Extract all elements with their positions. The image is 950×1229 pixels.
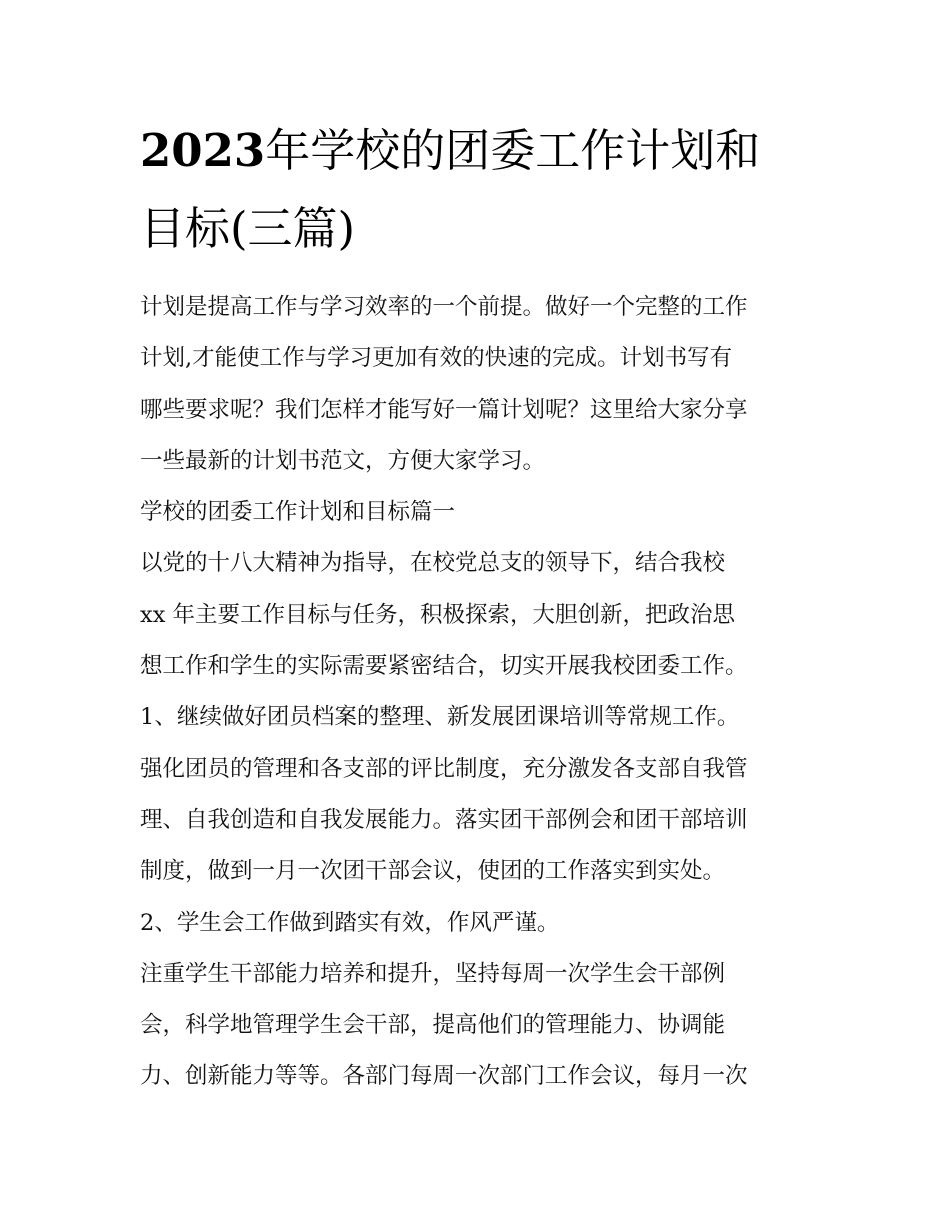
document-title [140,112,815,268]
body-line: xx 年主要工作目标与任务，积极探索，大胆创新，把政治思 [140,601,736,628]
body-line: 计划是提高工作与学习效率的一个前提。做好一个完整的工作 [140,294,748,320]
document-content [140,112,815,1103]
section-heading: 学校的团委工作计划和目标篇一 [140,499,456,526]
body-line: 一些最新的计划书范文，方便大家学习。 [140,447,546,474]
body-line: 哪些要求呢？我们怎样才能写好一篇计划呢？这里给大家分享 [140,396,748,423]
body-line: 力、创新能力等等。各部门每周一次部门工作会议，每月一次 [140,1063,748,1090]
title-line [140,112,815,190]
document-body [140,282,815,1103]
title-line [140,190,815,268]
title-text: 年学校的团委工作计划和 [265,124,761,177]
body-line: 制度，做到一月一次团干部会议，使团的工作落实到实处。 [140,858,726,885]
body-line: 计划,才能使工作与学习更加有效的快速的完成。计划书写有 [140,345,733,372]
title-year: 2023 [140,124,266,177]
body-line: 会，科学地管理学生会干部，提高他们的管理能力、协调能 [140,1012,726,1039]
body-line: 理、自我创造和自我发展能力。落实团干部例会和团干部培训 [140,806,748,833]
list-item-heading: 1、继续做好团员档案的整理、新发展团课培训等常规工作。 [140,704,740,731]
body-line: 以党的十八大精神为指导，在校党总支的领导下，结合我校 [140,550,726,577]
list-item-heading: 2、学生会工作做到踏实有效，作风严谨。 [140,909,560,936]
title-text: 目标(三篇) [140,202,356,255]
body-line: 强化团员的管理和各支部的评比制度，充分激发各支部自我管 [140,755,748,782]
body-line: 注重学生干部能力培养和提升，坚持每周一次学生会干部例 [140,960,726,987]
body-line: 想工作和学生的实际需要紧密结合，切实开展我校团委工作。 [140,653,748,680]
